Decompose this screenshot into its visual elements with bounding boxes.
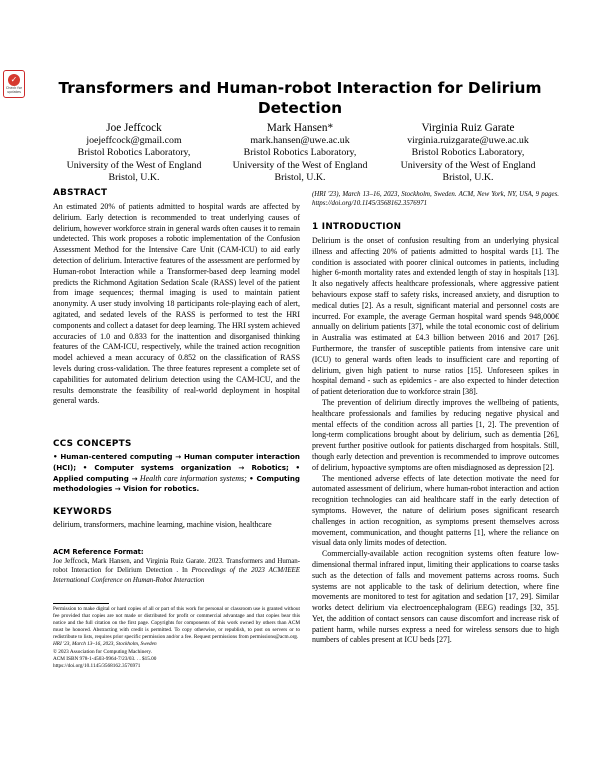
author-city: Bristol, U.K. bbox=[108, 172, 160, 184]
ccs-concepts bbox=[53, 452, 300, 495]
author-email: mark.hansen@uwe.ac.uk bbox=[250, 135, 350, 146]
abstract-text: An estimated 20% of patients admitted to hospital wards are affected by delirium. Early detection is recommended to treat underlying causes of delirium, however workforce strain in general wards often causes it to remain undetected. This work proposes a robotic implementation of the Confusion Assessment Method for the Intensive Care Unit (CAM-ICU) to aid early detection of delirium. Interactive features of the assessment are performed by Human-robot Interaction while a Transformer-based deep learning model predicts the Richmond Agitation Sedation Scale (RASS) level of the patient from image sequences; thermal imaging is used to maintain patient anonymity. A user study involving 18 participants role-playing each of alert, agitated, and sedated levels of the RASS is performed to test the HRI components and collect a dataset for deep learning. The HRI system achieved accuracies of 1.0 and 0.833 for the inattention and disorganised thinking features of the CAM-ICU, respectively, while the trained action recognition model achieved a mean accuracy of 0.852 on the classification of RASS levels during cross-validation. The three features represent a complete set of capabilities for automated delirium detection using the CAM-ICU, and the results demonstrate the feasibility of real-world deployment in hospital general wards. bbox=[53, 202, 300, 406]
venue-continued-text: (HRI '23), March 13–16, 2023, Stockholm, Sweden. ACM, New York, NY, USA, 9 pages. https://doi.org/10.1145/3568162.3576971 bbox=[312, 191, 559, 208]
intro-paragraph: Delirium is the onset of confusion resulting from an underlying physical illness and affecting 20% of patients admitted to hospital wards [1]. The condition is associated with poorer clinical outcomes in patients, including higher 6-month mortality rates and extended length of stay in hospitals [13]. It also negatively affects healthcare professionals, where aggressive patient behaviours expose staff to safety risks, increased anxiety, and disruption to medical duties [2]. As a result, significant material and personnel costs are incurred. For example, the average German hospital ward spends 948,000€ annually on delirium patients [37], while the total economic cost of delirium in Australia was estimated at £4.3 billion between 2016 and 2017 [26]. Furthermore, the transfer of susceptible patients from intensive care unit (ICU) to general wards often leads to insufficient care and reporting of delirium, given high patient to nurse ratios [15]. Unforeseen spikes in hospital demand - such as epidemics - are also expected to hinder detection of patient deterioration due to workforce strain [38]. bbox=[312, 236, 559, 397]
ccs-item: • Human-centered computing → Human computer interaction (HCI); bbox=[53, 452, 300, 472]
ccs-item: • Computer systems organization → Robotics; bbox=[82, 462, 289, 472]
author-city: Bristol, U.K. bbox=[442, 172, 494, 184]
intro-paragraph: The mentioned adverse effects of late detection motivate the need for automated assessment of delirium, where human-robot interaction and action recognition technologies can aid healthcare staff in the early detection of symptoms. However, the nature of delirium poses significant research challenges in action recognition, as symptoms present themselves across movement, communication, and thought patterns [1], where the reliance on visual data only limits modes of detection. bbox=[312, 473, 559, 548]
author-name: Virginia Ruiz Garate bbox=[421, 122, 515, 134]
introduction-body bbox=[312, 236, 559, 646]
intro-paragraph: Commercially-available action recognition systems often feature low-dimensional thermal infrared input, limiting their applications to coarse tasks such as the detection of falls and movement patterns across rooms. Such systems are not applicable to the task of delirium detection, where fine movements are monitored to test for agitation and sedation [17, 29]. Similar works detect delirium via electroencephalogram (EEG) readings [32, 35]. Yet, the addition of contact sensors can cause discomfort and increase risk of patient harm, while nurses express a need for wireless sensors due to high numbers of cables present at ICU beds [27]. bbox=[312, 549, 559, 645]
author-email: joejeffcock@gmail.com bbox=[86, 135, 182, 146]
venue-continued bbox=[312, 190, 559, 208]
abstract-body bbox=[53, 202, 300, 407]
permission-text: Permission to make digital or hard copies of all or part of this work for personal or classroom use is granted without fee provided that copies are not made or distributed for profit or commercial advantage and that copies bear this notice and the full citation on the first page. Copyrights for components of this work owned by others than ACM must be honored. Abstracting with credit is permitted. To copy otherwise, or republish, to post on servers or to redistribute to lists, requires prior specific permission and/or a fee. Request permissions from permissions@acm.org. bbox=[53, 606, 300, 641]
author-name: Mark Hansen* bbox=[266, 122, 334, 134]
conference-line: HRI '23, March 13–16, 2023, Stockholm, Sweden bbox=[53, 641, 157, 648]
abstract-heading: ABSTRACT bbox=[53, 188, 108, 198]
author-university: University of the West of England bbox=[400, 159, 536, 171]
copyright-line: © 2023 Association for Computing Machinery. bbox=[53, 648, 153, 655]
badge-label: Check for updates bbox=[5, 85, 23, 94]
author-name: Joe Jeffcock bbox=[106, 122, 162, 134]
ccs-item: • Computing methodologies → Vision for robotics. bbox=[53, 473, 300, 494]
ccs-heading: CCS CONCEPTS bbox=[53, 439, 132, 449]
isbn-line: ACM ISBN 978-1-4503-9964-7/23/03. . . $15.00 bbox=[53, 655, 157, 662]
ccs-item: • Applied computing → bbox=[53, 462, 301, 483]
permission-notice bbox=[53, 606, 300, 670]
author-affiliation: Bristol Robotics Laboratory, bbox=[243, 147, 357, 159]
author-block bbox=[378, 122, 558, 185]
author-university: University of the West of England bbox=[66, 159, 202, 171]
acm-reference-heading: ACM Reference Format: bbox=[53, 548, 144, 556]
author-block bbox=[44, 122, 224, 185]
check-for-updates-badge[interactable] bbox=[3, 70, 25, 98]
keywords-text: delirium, transformers, machine learning, machine vision, healthcare bbox=[53, 520, 272, 529]
paper-title: Transformers and Human-robot Interaction for Delirium Detection bbox=[58, 79, 542, 117]
author-university: University of the West of England bbox=[232, 159, 368, 171]
acm-reference-text: Joe Jeffcock, Mark Hansen, and Virginia Ruiz Garate. 2023. Transformers and Human-robot Interaction for Delirium Detection . In bbox=[53, 558, 300, 575]
author-affiliation: Bristol Robotics Laboratory, bbox=[77, 147, 191, 159]
acm-reference-venue: Proceedings of the 2023 ACM/IEEE International Conference on Human-Robot Interaction bbox=[53, 567, 300, 584]
author-affiliation: Bristol Robotics Laboratory, bbox=[411, 147, 525, 159]
author-block bbox=[210, 122, 390, 185]
doi-link[interactable]: https://doi.org/10.1145/3568162.3576971 bbox=[53, 662, 141, 669]
author-city: Bristol, U.K. bbox=[274, 172, 326, 184]
keywords-heading: KEYWORDS bbox=[53, 507, 113, 517]
introduction-heading: 1 INTRODUCTION bbox=[312, 222, 402, 232]
bookmark-icon: ✓ bbox=[8, 74, 20, 86]
author-email: virginia.ruizgarate@uwe.ac.uk bbox=[407, 135, 529, 146]
keywords-body bbox=[53, 520, 300, 531]
footnote-divider bbox=[53, 603, 109, 604]
ccs-item-italic: Health care information systems; bbox=[139, 473, 247, 483]
intro-paragraph: The prevention of delirium directly improves the wellbeing of patients, healthcare professionals and families by reducing negative physical and mental effects of the condition across all parties [1, 2]. The prevention of long-term complications brought about by delirium, such as dementia [26], prevent further positive outlook for patients discharged from hospitals. Still, though early detection and prevention is recommended to improve outcomes of delirium, hypoactive symptoms are often misdiagnosed as depression [2]. bbox=[312, 397, 559, 472]
acm-reference bbox=[53, 548, 300, 585]
